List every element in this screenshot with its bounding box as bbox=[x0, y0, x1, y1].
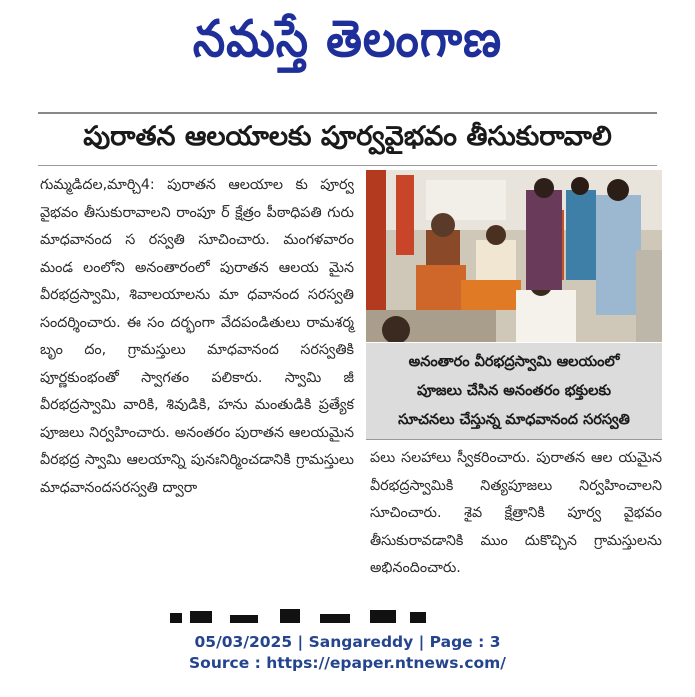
caption-line: సూచనలు చేస్తున్న మాధవానంద సరస్వతి bbox=[398, 411, 630, 428]
caption-line: అనంతారం వీరభద్రస్వామి ఆలయంలో bbox=[408, 353, 620, 370]
edition-info: 05/03/2025 | Sangareddy | Page : 3 bbox=[194, 633, 501, 651]
cut-off-next-headline bbox=[160, 605, 500, 623]
newspaper-logo: నమస్తే తెలంగాణ bbox=[192, 8, 503, 69]
source-link[interactable]: Source : https://epaper.ntnews.com/ bbox=[189, 654, 506, 672]
headline-text: పురాతన ఆలయాలకు పూర్వవైభవం తీసుకురావాలి bbox=[83, 121, 612, 152]
caption-line: పూజలు చేసిన అనంతరం భక్తులకు bbox=[416, 382, 612, 399]
article-body-right: పలు సలహాలు స్వీకరించారు. పురాతన ఆల యమైన వీరభద్రస్వామికి నిత్యపూజలు నిర్వహించాలని సూచించారు. శైవ క్షేత్రానికి పూర్వ వైభవం తీసుకురావడానికి ముం దుకొచ్చిన గ్రామస్తులను అభినందించారు. bbox=[370, 450, 662, 576]
article-column-left bbox=[40, 172, 354, 502]
divider-headline bbox=[38, 165, 657, 166]
article-body-left: గుమ్మడిదల,మార్చి4: పురాతన ఆలయాల కు పూర్వ వైభవం తీసుకురావాలని రాంపూ ర్ క్షేత్రం పీఠాధిపతి గురు మాధవానంద స రస్వతి సూచించారు. మంగళవారం మండ లంలోని అనంతారంలో పురాతన ఆలయ మైన వీరభద్రస్వామి, శివాలయాలను మా ధవానంద సరస్వతి సందర్శించారు. ఈ సం దర్భంగా వేదపండితులు రామశర్మ బృం దం, గ్రామస్తులు మాధవానంద సరస్వతికి పూర్ణకుంభంతో స్వాగతం పలికారు. స్వామి జీ వీరభద్రస్వామి వారికి, శివుడికి, హను మంతుడికి ప్రత్యేక పూజలు నిర్వహించారు. అనంతరం పురాతన ఆలయమైన వీరభద్ర స్వామి ఆలయాన్ని పునఃనిర్మించడానికి గ్రామస్తులు మాధవానందసరస్వతి ద్వారా bbox=[40, 177, 354, 496]
masthead bbox=[0, 0, 695, 90]
temple-ritual-photo bbox=[366, 170, 662, 342]
cut-headline-shapes bbox=[160, 605, 500, 623]
divider-top bbox=[38, 112, 657, 114]
page-footer bbox=[0, 632, 695, 674]
article-photo bbox=[366, 170, 662, 342]
article-column-right bbox=[370, 445, 662, 583]
photo-caption bbox=[366, 343, 662, 440]
article-headline bbox=[38, 118, 657, 162]
